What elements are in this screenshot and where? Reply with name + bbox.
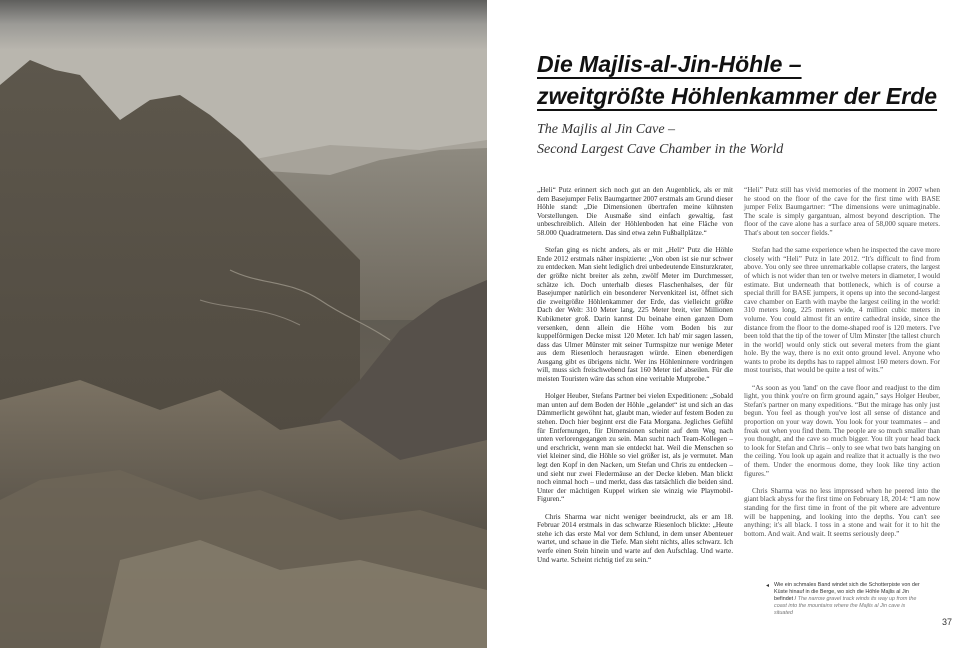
german-paragraph-1: „Heli“ Putz erinnert sich noch gut an den Augenblick, als er mit dem Basejumper Felix Baumgartner 2007 erstmals am Grund dieser Höhle stand: „Die Dimensionen übertrafen meine kühnsten Vorstellungen. Die Ausmaße sind einfach gewaltig, fast unbeschreiblich. Allein der Höhlenboden hat eine Fläche von 58.000 Quadratmetern. Das sind etwa zehn Fußballplätze.“ xyxy=(537,186,734,237)
german-paragraph-2: Stefan ging es nicht anders, als er mit „Heli“ Putz die Höhle Ende 2012 erstmals näher inspizierte: „Von oben ist sie nur schwer zu entdecken. Man sieht lediglich drei unbedeutende Einsturzkrater, der größte nicht breiter als zehn, zwölf Meter im Durchmesser, schätze ich. Doch unterhalb dieses Flaschenhalses, der für Basejumper natürlich ein besonderer Nervenkitzel ist, öffnet sich die zweitgrößte Höhlenkammer der Erde, das vielleicht größte Dach der Welt: 310 Meter lang, 225 Meter breit, vier Millionen Kubikmeter groß. Darin kannst Du beinahe einen ganzen Dom versenken, denn allein die Höhe vom Boden bis zur kuppelförmigen Decke misst 120 Meter. Ich hab' mir sagen lassen, dass das Ulmer Münster mit seiner Turmspitze nur wenige Meter aus dem Riesenloch herausragen würde. Einen ebenerdigen Ausgang gibt es übrigens nicht. Wer ins Höhleninnere vordringen will, muss sich freischwebend fast 160 Meter tief abseilen. Für die meisten Touristen wäre das schon eine veritable Mutprobe.“ xyxy=(537,246,733,384)
german-paragraph-3: Holger Heuber, Stefans Partner bei vielen Expeditionen: „Sobald man unten auf dem Boden der Höhle „gelandet“ ist und sich an das Dämmerlicht gewöhnt hat, glaubt man, wieder auf festem Boden zu stehen. Doch hier beginnt erst die Fata Morgana. Jegliches Gefühl für Entfernungen, für Dimensionen scheint auf dem Weg nach unten verlorengegangen zu sein. Man sucht nach Team-Kollegen – und erschrickt, wenn man sie entdeckt hat. Weil die Menschen so viel kleiner sind, die Höhle so viel größer ist, als je vermutet. Man legt den Kopf in den Nacken, um Stefan und Chris zu entdecken – und sieht nur zwei Fledermäuse an der Decke kleben. Man blickt noch einmal hoch – und merkt, dass das tatsächlich die beiden sind. Unter der mächtigen Kuppel wirken sie winzig wie Playmobil-Figuren.“ xyxy=(537,392,733,504)
photo-caption xyxy=(766,582,924,617)
english-title-line-1: The Majlis al Jin Cave – xyxy=(537,122,676,137)
german-title xyxy=(537,48,957,112)
caption-bullet-icon: ◂ xyxy=(766,583,770,589)
page-number: 37 xyxy=(941,617,952,627)
english-paragraph-1: “Heli” Putz still has vivid memories of the moment in 2007 when he stood on the floor of the cave for the first time with BASE jumper Felix Baumgartner: “The dimensions were unimaginable. The scale is simply gargantuan, almost beyond description. The floor of the cave alone has a surface area of 58,000 square meters. That's about ten soccer fields.” xyxy=(744,186,940,237)
english-paragraph-4: Chris Sharma was no less impressed when he peered into the giant black abyss for the first time on February 18, 2014: “I am now standing for the first time in front of the pit where are adventure will be happening, and looking into the depths. You can't see anything; it's all black. I toss in a stone and wait for it to hit the bottom. And wait. And wait. It seems seriously deep.” xyxy=(744,486,941,538)
german-column xyxy=(537,186,733,573)
english-column xyxy=(744,186,940,547)
english-title-line-2: Second Largest Cave Chamber in the World xyxy=(537,142,784,157)
german-title-line-1: Die Majlis-al-Jin-Höhle – xyxy=(537,51,802,77)
english-paragraph-2: Stefan had the same experience when he inspected the cave more closely with “Heli” Putz in late 2012. “It's difficult to find from above. You only see three unremarkable collapse craters, the largest of which is not wider than ten or twelve meters in diameter, I would estimate. But underneath that bottleneck, which is of course a special thrill for BASE jumpers, it opens up into the second-largest cave chamber on Earth with maybe the largest ceiling in the world: 310 meters long, 225 meters wide, 4 million cubic meters in volume. You could almost fit an entire cathedral inside, since the distance from the floor to the dome-shaped roof is 120 meters. I've been told that the tip of the tower of Ulm Minster [the tallest church in the world] would only stick out several meters from the giant hole. By the way, there is no exit onto ground level. Anyone who wants to probe its depths has to rappel almost 160 meters down. For most tourists, that would be quite a test of wits.” xyxy=(744,246,940,375)
text-page xyxy=(487,0,972,648)
english-title xyxy=(537,120,957,160)
caption-german: Wie ein schmales Band windet sich die Schotterpiste von der Küste hinauf in die Berge, wo sich die Höhle Majlis al Jin befindet / xyxy=(774,582,920,602)
german-paragraph-4: Chris Sharma war nicht weniger beeindruckt, als er am 18. Februar 2014 erstmals in das schwarze Riesenloch blickte: „Heute stehe ich das erste Mal vor dem Schlund, in dem unser Abenteuer wartet, und schaue in die Tiefe. Man sieht nichts, alles schwarz. Ich werfe einen Stein hinein und warte auf den Aufschlag. Und warte. Und warte. Scheint richtig tief zu sein.“ xyxy=(537,512,733,564)
english-paragraph-3: “As soon as you 'land' on the cave floor and readjust to the dim light, you think you're on firm ground again,” says Holger Heuber, Stefan's partner on many expeditions. “But the mirage has only just begun. You feel as though you've lost all sense of distance and proportion on your way down. You look for your teammates – and freak out when you find them. The people are so much smaller than you thought, and the cave so much bigger. You tilt your head back to look for Stefan and Chris – only to see what two bats hanging on the ceiling. You look up again and realize that it actually is the two of them. Under the enormous dome, they look like tiny action figures.” xyxy=(744,383,940,478)
german-title-line-2: zweitgrößte Höhlenkammer der Erde xyxy=(537,83,938,109)
caption-english: The narrow gravel track winds its way up from the coast into the mountains where the Majlis al Jin cave is situated xyxy=(774,596,917,616)
